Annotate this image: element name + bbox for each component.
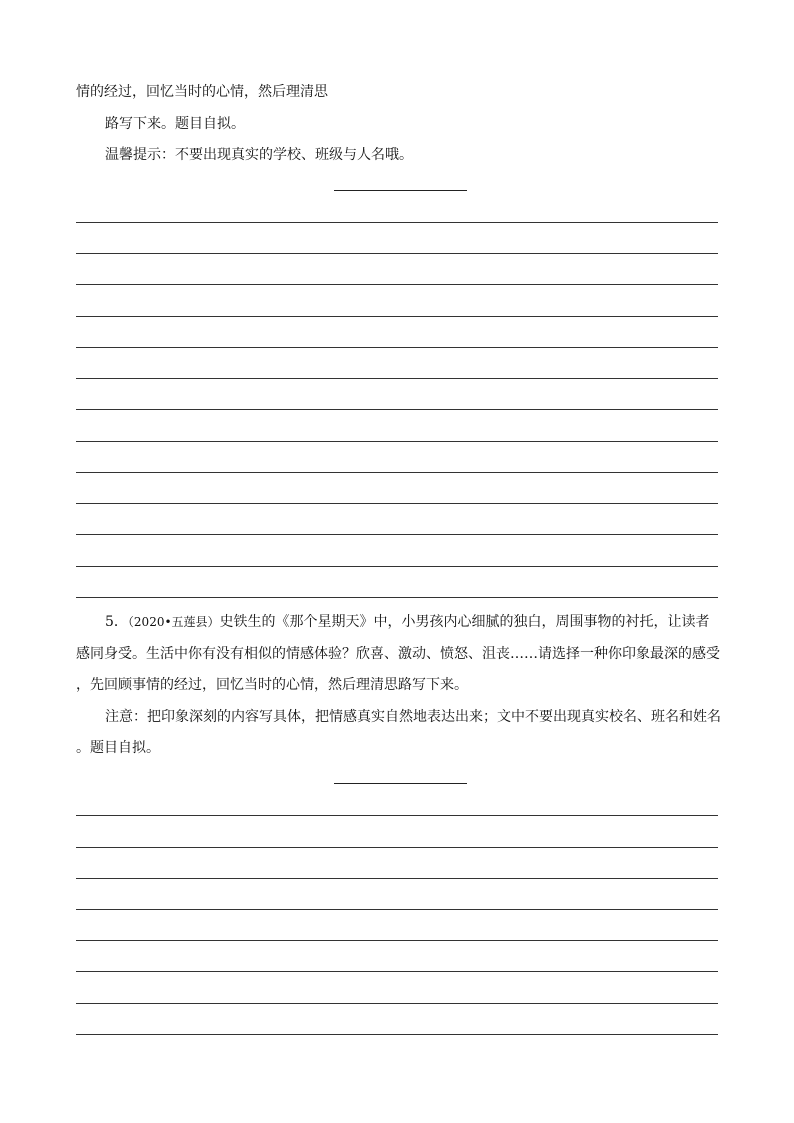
writing-line[interactable] [76, 909, 718, 910]
question-5-line-1 [105, 613, 710, 631]
writing-line[interactable] [76, 847, 718, 848]
writing-line[interactable] [76, 284, 718, 285]
writing-line[interactable] [76, 566, 718, 567]
tip-text: 温馨提示：不要出现真实的学校、班级与人名哦。 [105, 147, 413, 163]
writing-line[interactable] [76, 1034, 718, 1035]
writing-line[interactable] [76, 971, 718, 972]
writing-line[interactable] [76, 597, 718, 598]
writing-line[interactable] [76, 472, 718, 473]
title-blank-line-1[interactable] [334, 190, 467, 191]
question-source: （2020•五莲县） [127, 615, 220, 629]
writing-line[interactable] [76, 534, 718, 535]
writing-line[interactable] [76, 1003, 718, 1004]
prompt-text-line-2: 路写下来。题目自拟。 [105, 116, 245, 132]
writing-line[interactable] [76, 316, 718, 317]
writing-line[interactable] [76, 409, 718, 410]
writing-line[interactable] [76, 441, 718, 442]
title-blank-line-2[interactable] [334, 783, 467, 784]
question-number: 5． [105, 614, 128, 630]
prompt-text-line-1: 情的经过，回忆当时的心情，然后理清思 [76, 84, 328, 100]
question-5-line-3: ，先回顾事情的经过，回忆当时的心情，然后理清思路写下来。 [76, 677, 468, 693]
writing-line[interactable] [76, 222, 718, 223]
question-5-line-2: 感同身受。生活中你有没有相似的情感体验？欣喜、激动、愤怒、沮丧……请选择一种你印象最深的感受 [76, 646, 720, 662]
writing-line[interactable] [76, 253, 718, 254]
writing-line[interactable] [76, 815, 718, 816]
writing-line[interactable] [76, 940, 718, 941]
note-line-2: 。题目自拟。 [76, 740, 160, 756]
writing-line[interactable] [76, 503, 718, 504]
writing-line[interactable] [76, 378, 718, 379]
question-text: 史铁生的《那个星期天》中，小男孩内心细腻的独白，周围事物的衬托，让读者 [219, 614, 710, 630]
note-line-1: 注意：把印象深刻的内容写具体，把情感真实自然地表达出来；文中不要出现真实校名、班名和姓名 [105, 709, 721, 725]
writing-line[interactable] [76, 347, 718, 348]
writing-line[interactable] [76, 878, 718, 879]
